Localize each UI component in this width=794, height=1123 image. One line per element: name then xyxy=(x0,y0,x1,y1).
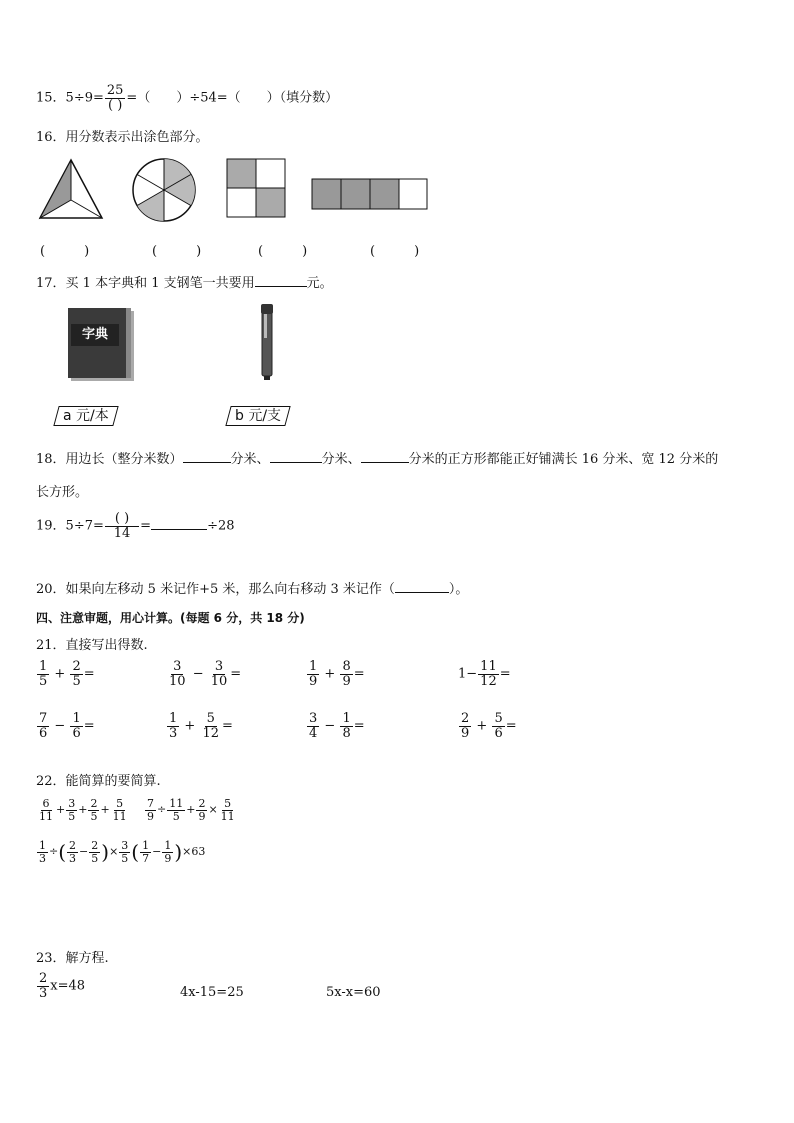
q16-square-figure xyxy=(226,158,288,220)
q23-eq-2: 4x-15=25 xyxy=(180,985,244,1000)
q19-blank[interactable] xyxy=(151,517,207,530)
q21-item: $\frac{3}{10}$ − $\frac{3}{10}$ = xyxy=(169,659,242,689)
q17: 17．买 1 本字典和 1 支钢笔一共要用 元。 xyxy=(36,276,333,291)
q18-line2: 长方形。 xyxy=(36,485,89,500)
price-tag-pen: b 元/支 xyxy=(225,406,290,426)
q16-circle-figure xyxy=(130,156,198,224)
q18-blank-2[interactable] xyxy=(270,450,322,463)
q16-triangle-figure xyxy=(38,156,104,222)
q18-blank-1[interactable] xyxy=(183,450,231,463)
q16-answer-3[interactable]: ( ) xyxy=(258,244,308,259)
q15-fraction: $\frac{25}{( )}$ xyxy=(106,83,124,113)
q20-blank[interactable] xyxy=(395,580,449,593)
q15: 15．5÷9= $\frac{25}{( )}$ =（ ）÷54=（ ）（填分数） xyxy=(36,83,339,113)
q23-eq-3: 5x-x=60 xyxy=(326,985,381,1000)
section4-title: 四、注意审题，用心计算。(每题 6 分，共 18 分) xyxy=(36,611,305,625)
q21-item: $\frac{7}{6}$ − $\frac{1}{6}$ = xyxy=(39,711,95,741)
q20: 20．如果向左移动 5 米记作+5 米，那么向右移动 3 米记作（ ）。 xyxy=(36,582,469,597)
q18-blank-3[interactable] xyxy=(361,450,409,463)
dictionary-image: 字典 xyxy=(68,308,131,378)
q22-expr-1: $\frac{6}{11}$ + $\frac{3}{5}$ + $\frac{2}{5}$ + $\frac{5}{11}$ xyxy=(39,797,127,823)
q21-item: $\frac{1}{5}$ + $\frac{2}{5}$ = xyxy=(39,659,95,689)
q22-expr-2: $\frac{7}{9}$ ÷ $\frac{11}{5}$ + $\frac{2}{9}$ × $\frac{5}{11}$ xyxy=(147,797,235,823)
q21-label: 21．直接写出得数. xyxy=(36,638,148,653)
q19: 19．5÷7= $\frac{( )}{14}$ = ÷28 xyxy=(36,511,235,541)
q22-expr-3: $\frac{1}{3}$ ÷( $\frac{2}{3}$ − $\frac{2}{5}$ )× $\frac{3}{5}$ ( $\frac{1}{7}$ − $\frac{1}{9}$ )×63 xyxy=(39,839,206,865)
q16-answer-2[interactable]: ( ) xyxy=(152,244,202,259)
q18: 18．用边长（整分米数） 分米、 分米、 分米的正方形都能正好铺满长 16 分米、宽 12 分米的 xyxy=(36,452,719,467)
q19-fraction: $\frac{( )}{14}$ xyxy=(105,512,139,540)
pen-image xyxy=(258,302,276,382)
q21-item: $\frac{2}{9}$ + $\frac{5}{6}$ = xyxy=(461,711,517,741)
q21-item: $\frac{3}{4}$ − $\frac{1}{8}$ = xyxy=(309,711,365,741)
q23-eq-1: $\frac{2}{3}$ x=48 xyxy=(39,971,86,1001)
q21-item: $\frac{1}{3}$ + $\frac{5}{12}$ = xyxy=(169,711,233,741)
q21-item: 1− $\frac{11}{12}$ = xyxy=(458,659,511,689)
q16-label: 16．用分数表示出涂色部分。 xyxy=(36,130,209,145)
q22-label: 22．能简算的要简算. xyxy=(36,774,161,789)
q16-answer-4[interactable]: ( ) xyxy=(370,244,420,259)
q23-label: 23．解方程. xyxy=(36,951,109,966)
q16-answer-1[interactable]: ( ) xyxy=(40,244,90,259)
q17-blank[interactable] xyxy=(255,274,307,287)
q16-strip-figure xyxy=(311,178,429,212)
q21-item: $\frac{1}{9}$ + $\frac{8}{9}$ = xyxy=(309,659,365,689)
price-tag-book: a 元/本 xyxy=(53,406,118,426)
